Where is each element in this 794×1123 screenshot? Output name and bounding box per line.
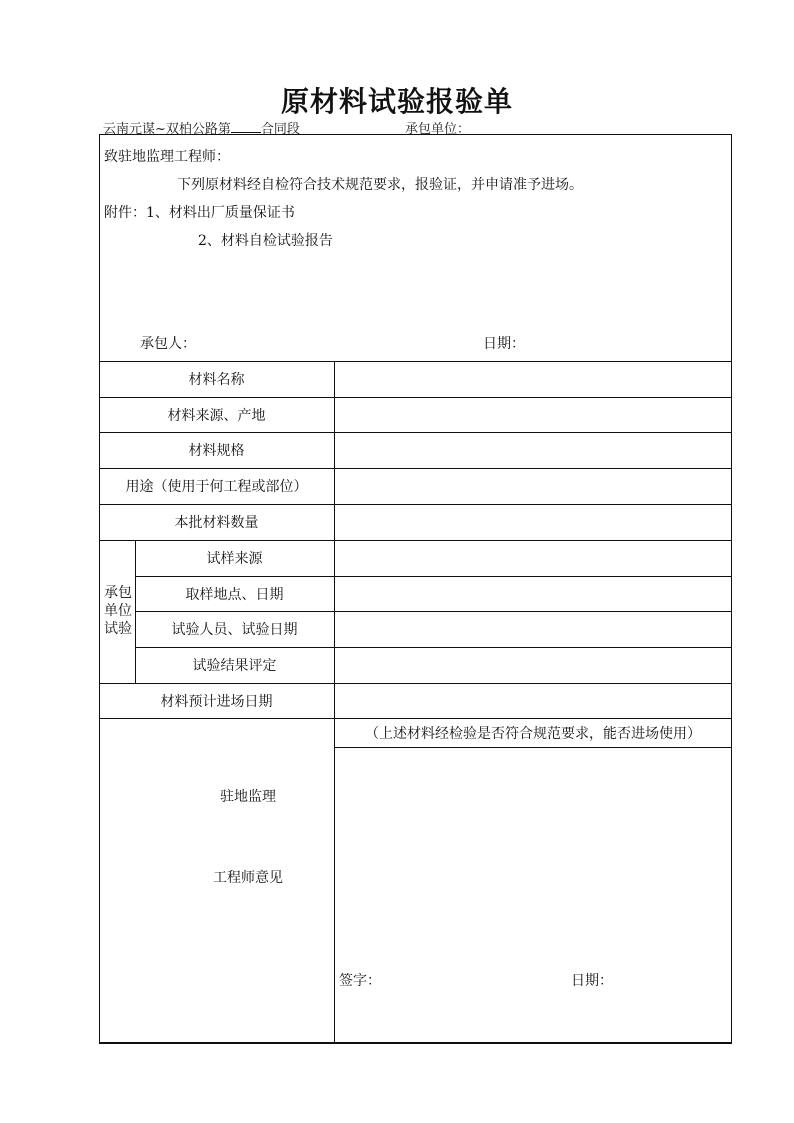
material-name-label: 材料名称 — [188, 372, 245, 388]
supervisor-sign-label: 签字： — [339, 973, 381, 989]
test-group-line-2: 单位 — [104, 603, 132, 619]
contract-section-blank — [231, 120, 261, 133]
row-divider — [334, 747, 732, 748]
contractor-label: 承包单位： — [405, 122, 471, 137]
attachment-2: 2、材料自检试验报告 — [198, 233, 333, 249]
material-spec-label: 材料规格 — [188, 443, 245, 459]
batch-quantity-label: 本批材料数量 — [174, 515, 259, 531]
test-group-line-3: 试验 — [104, 621, 132, 637]
intro-body: 下列原材料经自检符合技术规范要求，报验证，并申请准予进场。 — [177, 177, 583, 193]
tester-test-date-label: 试验人员、试验日期 — [171, 622, 298, 638]
test-result-label: 试验结果评定 — [192, 658, 277, 674]
column-divider — [334, 361, 335, 1043]
material-use-label: 用途（使用于何工程或部位） — [125, 479, 308, 495]
sampling-place-date-label: 取样地点、日期 — [185, 586, 284, 603]
project-suffix: 合同段 — [260, 122, 300, 137]
greeting: 致驻地监理工程师： — [104, 149, 230, 165]
project-prefix: 云南元谋~双柏公路第 — [103, 122, 231, 137]
contractor-sign-label: 承包人： — [140, 336, 196, 352]
supervisor-label-line2: 工程师意见 — [213, 870, 283, 886]
page-title: 原材料试验报验单 — [280, 85, 513, 118]
test-group-label — [101, 584, 135, 638]
attachment-1: 附件：1、材料出厂质量保证书 — [104, 205, 295, 221]
test-group-line-1: 承包 — [104, 585, 132, 601]
expected-entry-date-label: 材料预计进场日期 — [160, 693, 273, 710]
material-source-label: 材料来源、产地 — [167, 407, 266, 424]
intro-date-label: 日期： — [483, 336, 525, 352]
supervisor-date-label: 日期： — [571, 973, 613, 989]
supervisor-label-line1: 驻地监理 — [220, 789, 276, 805]
sample-source-label: 试样来源 — [206, 551, 263, 567]
supervisor-instruction: （上述材料经检验是否符合规范要求，能否进场使用） — [365, 725, 701, 742]
